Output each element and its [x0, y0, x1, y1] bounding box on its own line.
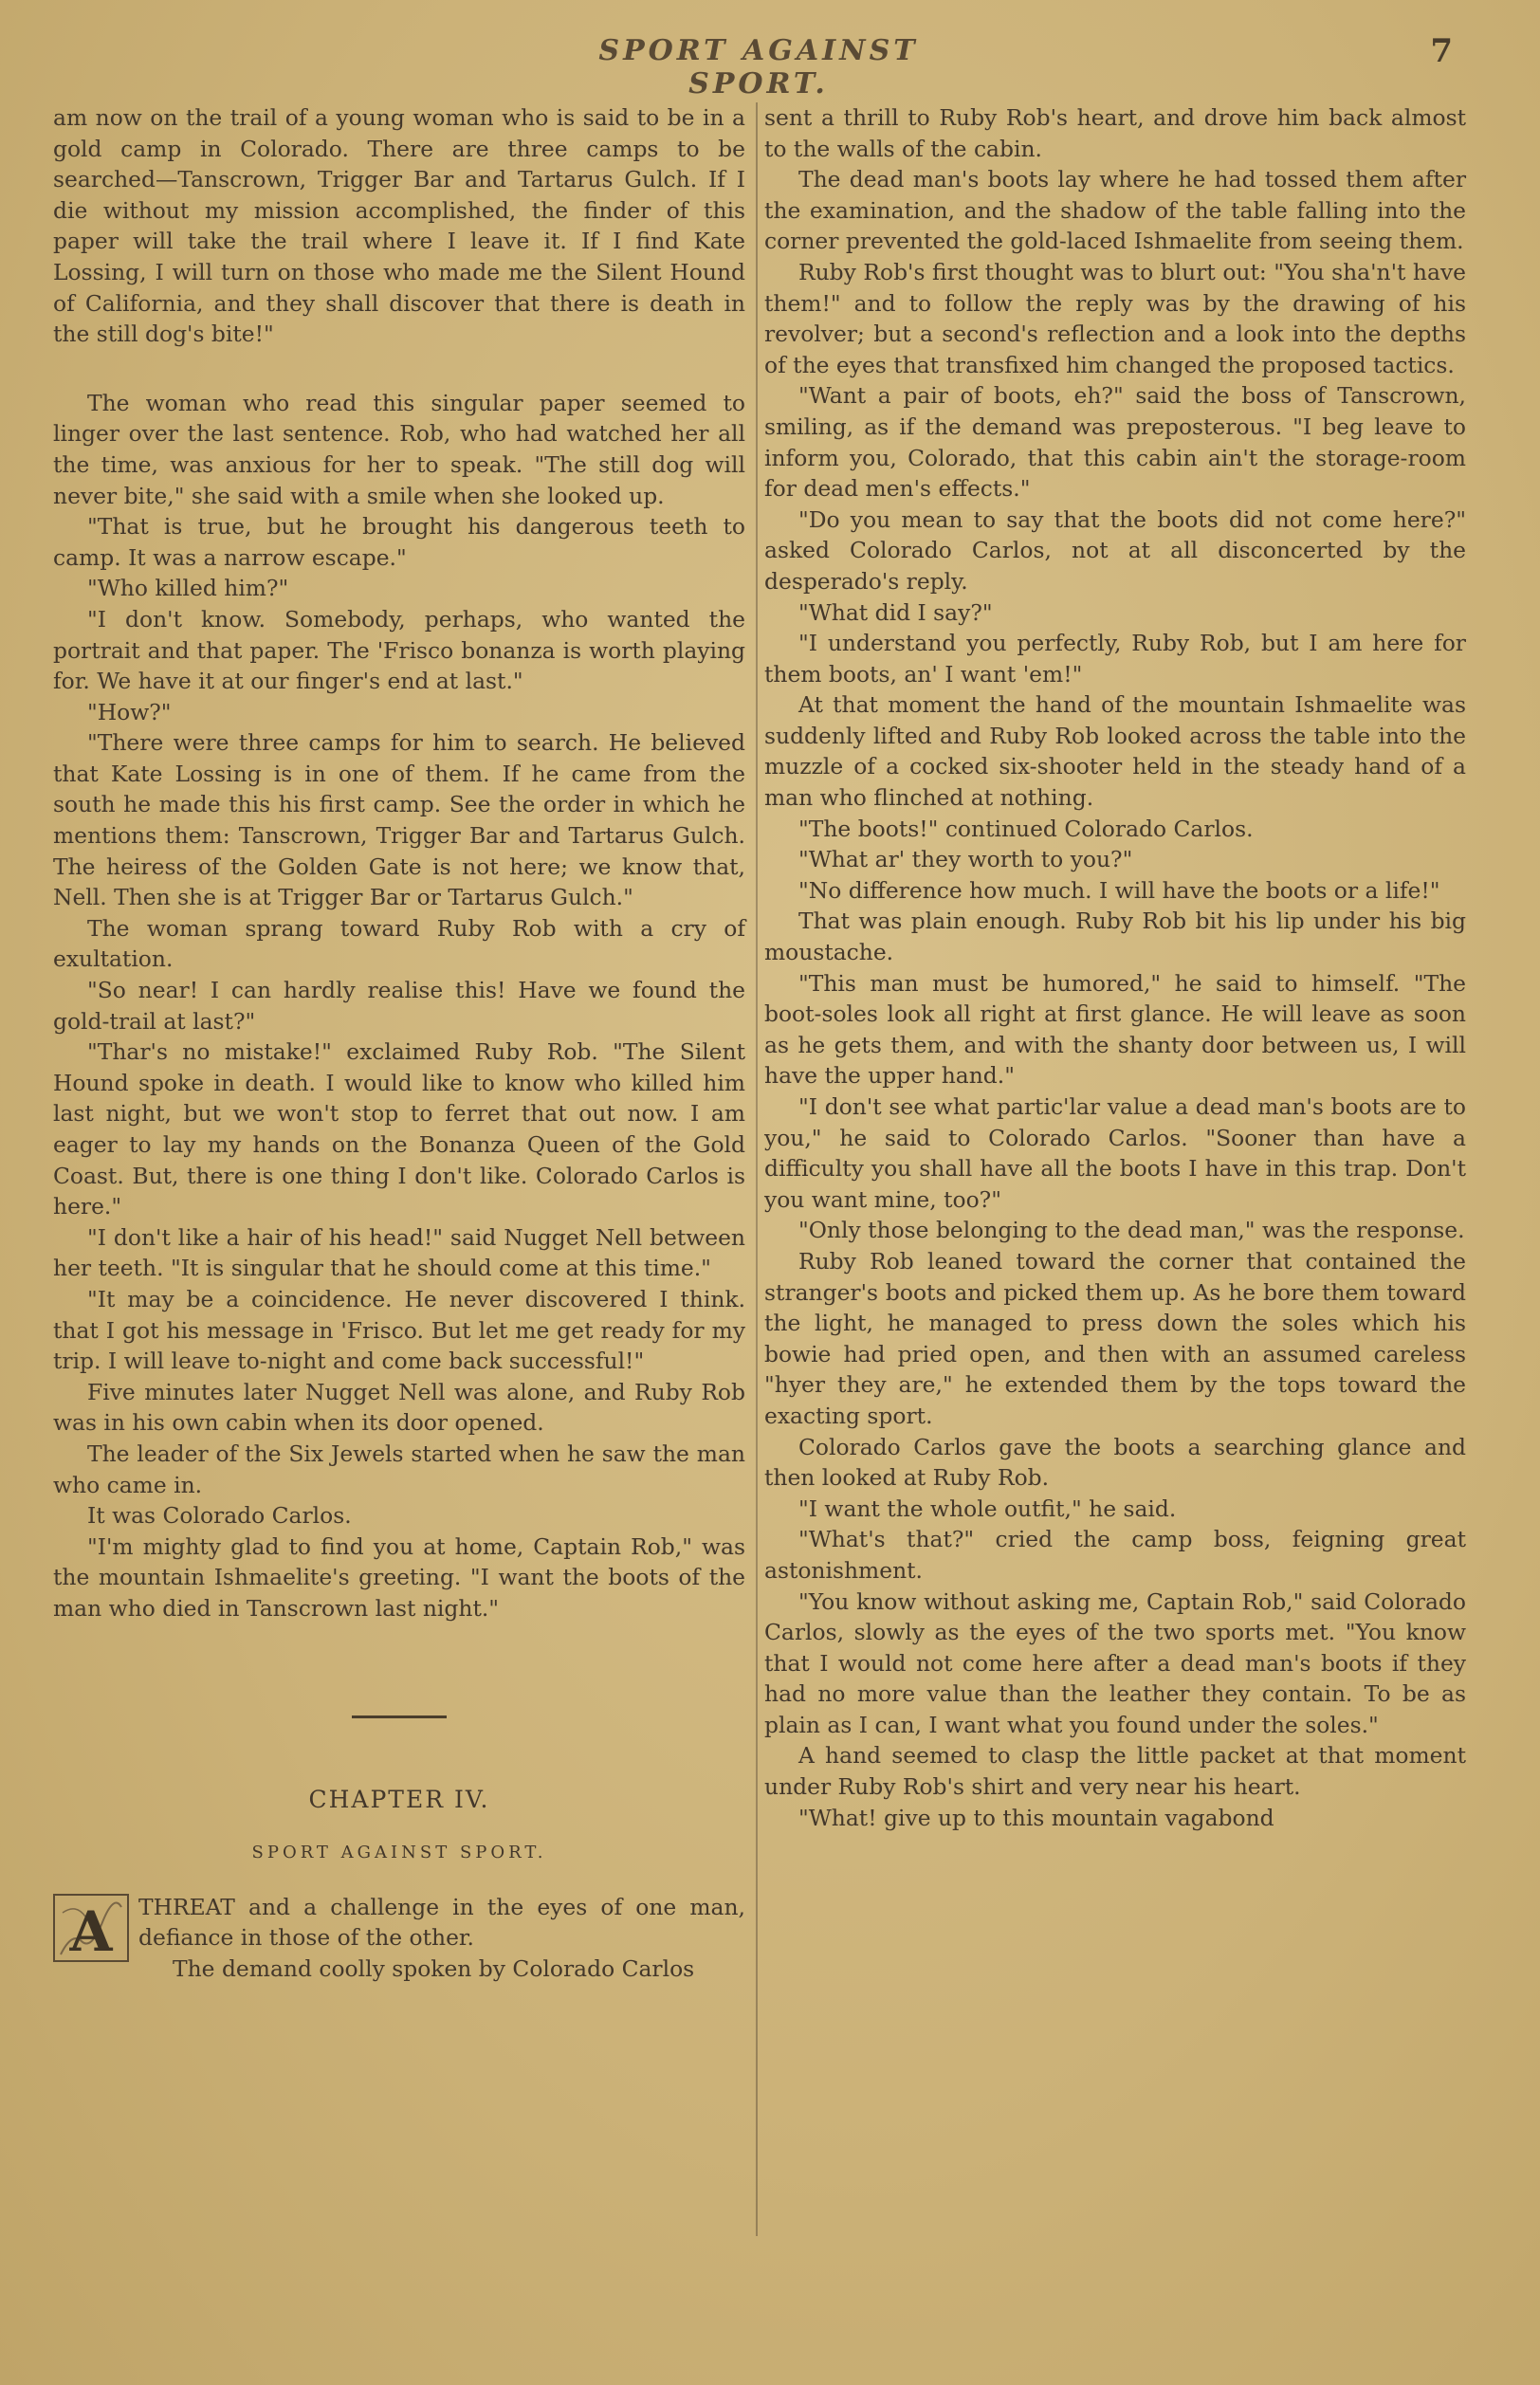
paragraph: "I don't know. Somebody, perhaps, who wanted the portrait and that paper. The 'Frisco bonanza is worth playing for. We have it at our finger's end at last." — [53, 605, 745, 695]
paragraph: "I don't see what partic'lar value a dead man's boots are to you," he said to Colorado Carlos. "Sooner than have a difficulty you shall have all the boots I have in this trap. Don't you want mine, too?" — [764, 1093, 1466, 1213]
paragraph: The leader of the Six Jewels started when he saw the man who came in. — [53, 1440, 745, 1498]
paragraph: "Only those belonging to the dead man," was the response. — [798, 1217, 1465, 1244]
paragraph: "I understand you perfectly, Ruby Rob, but I am here for them boots, an' I want 'em!" — [764, 630, 1466, 688]
paragraph: Colorado Carlos gave the boots a searching glance and then looked at Ruby Rob. — [764, 1433, 1466, 1492]
paragraph: "There were three camps for him to search. He believed that Kate Lossing is in one of them. If he came from the south he made this his first camp. See the order in which he mentions them: Tanscrown, Trigger Bar and Tartarus Gulch. The heiress of the Golden Gate is not here; we know that, Nell. Then she is at Trigger Bar or Tartarus Gulch." — [53, 729, 745, 911]
dropcap-a-icon — [53, 1894, 129, 1962]
page-number: 7 — [1430, 32, 1453, 70]
paragraph: The dead man's boots lay where he had tossed them after the examination, and the shadow of the table falling into the corner prevented the gold-laced Ishmaelite from seeing them. — [764, 166, 1466, 255]
chapter-subtitle: SPORT AGAINST SPORT. — [251, 1843, 547, 1863]
paragraph: "This man must be humored," he said to himself. "The boot-soles look all right at first glance. He will leave as soon as he gets them, and with the shanty door between us, I will have the upper hand." — [764, 969, 1466, 1090]
paragraph: The woman who read this singular paper seemed to linger over the last sentence. Rob, who had watched her all the time, was anxious for her to speak. "The still dog will never bite," she said with a smile when she looked up. — [53, 389, 745, 509]
paragraph: "So near! I can hardly realise this! Have we found the gold-trail at last?" — [53, 977, 745, 1035]
paragraph: It was Colorado Carlos. — [87, 1502, 352, 1530]
chapter-title: CHAPTER IV. — [308, 1785, 490, 1813]
paragraph: Ruby Rob's first thought was to blurt out: "You sha'n't have them!" and to follow the reply was by the drawing of his revolver; but a second's reflection and a look into the depths of the eyes that transfixed him changed the proposed tactics. — [764, 258, 1466, 378]
paragraph: "What did I say?" — [798, 598, 993, 626]
running-title: SPORT AGAINST SPORT. — [598, 34, 919, 101]
left-column — [53, 102, 745, 1984]
paragraph: "Thar's no mistake!" exclaimed Ruby Rob. "The Silent Hound spoke in death. I would like to know who killed him last night, but we won't stop to ferret that out now. I am eager to lay my hands on the Bonanza Queen of the Gold Coast. But, there is one thing I don't like. Colorado Carlos is here." — [53, 1038, 745, 1220]
paragraph: "That is true, but he brought his dangerous teeth to camp. It was a narrow escape." — [53, 513, 745, 571]
paragraph: "The boots!" continued Colorado Carlos. — [798, 815, 1254, 842]
paragraph: "No difference how much. I will have the boots or a life!" — [798, 876, 1440, 904]
paragraph: The demand coolly spoken by Colorado Carlos — [173, 1954, 695, 1982]
paragraph: sent a thrill to Ruby Rob's heart, and drove him back almost to the walls of the cabin. — [764, 104, 1466, 162]
opening-text: THREAT and a challenge in the eyes of one man, defiance in those of the other. — [138, 1893, 745, 1952]
paragraph: "What! give up to this mountain vagabond — [798, 1804, 1274, 1831]
paragraph: A hand seemed to clasp the little packet at that moment under Ruby Rob's shirt and very near his heart. — [764, 1742, 1466, 1801]
paragraph: At that moment the hand of the mountain Ishmaelite was suddenly lifted and Ruby Rob looked across the table into the muzzle of a cocked six-shooter held in the steady hand of a man who flinched at nothing. — [764, 691, 1466, 812]
paragraph: The woman sprang toward Ruby Rob with a cry of exultation. — [53, 914, 745, 973]
paragraph: "It may be a coincidence. He never discovered I think. that I got his message in 'Frisco. But let me get ready for my trip. I will leave to-night and come back successful!" — [53, 1285, 745, 1375]
paragraph: "Want a pair of boots, eh?" said the boss of Tanscrown, smiling, as if the demand was preposterous. "I beg leave to inform you, Colorado, that this cabin ain't the storage-room for dead men's effects." — [764, 382, 1466, 503]
column-rule — [756, 102, 758, 2236]
paragraph: "Who killed him?" — [87, 575, 289, 602]
paragraph: "How?" — [87, 698, 172, 725]
paragraph: That was plain enough. Ruby Rob bit his lip under his big moustache. — [764, 908, 1466, 966]
paragraph: "What's that?" cried the camp boss, feigning great astonishment. — [764, 1526, 1466, 1584]
svg-text:A: A — [69, 1899, 113, 1962]
section-divider — [352, 1715, 447, 1718]
paragraph: "You know without asking me, Captain Rob," said Colorado Carlos, slowly as the eyes of the two sports met. "You know that I would not come here after a dead man's boots if they had no more value than the leather they contain. To be as plain as I can, I want what you found under the soles." — [764, 1587, 1466, 1738]
paragraph: "I want the whole outfit," he said. — [798, 1495, 1177, 1522]
paragraph: "I don't like a hair of his head!" said Nugget Nell between her teeth. "It is singular that he should come at this time." — [53, 1223, 745, 1282]
paragraph: Ruby Rob leaned toward the corner that contained the stranger's boots and picked them up. As he bore them toward the light, he managed to press down the soles which his bowie had pried open, and then with an assumed careless "hyer they are," he extended them by the tops toward the exacting sport. — [764, 1247, 1466, 1429]
paragraph: Five minutes later Nugget Nell was alone, and Ruby Rob was in his own cabin when its door opened. — [53, 1378, 745, 1437]
right-column — [764, 102, 1466, 1833]
paragraph: "Do you mean to say that the boots did not come here?" asked Colorado Carlos, not at all disconcerted by the desperado's reply. — [764, 505, 1466, 595]
paragraph: "I'm mighty glad to find you at home, Captain Rob," was the mountain Ishmaelite's greeting. "I want the boots of the man who died in Tanscrown last night." — [53, 1532, 745, 1622]
chapter-opening — [53, 1892, 745, 1962]
paragraph: "What ar' they worth to you?" — [798, 846, 1133, 873]
paragraph: am now on the trail of a young woman who is said to be in a gold camp in Colorado. There are three camps to be searched—Tanscrown, Trigger Bar and Tartarus Gulch. If I die without my mission accomplished, the finder of this paper will take the trail where I leave it. If I find Kate Lossing, I will turn on those who made me the Silent Hound of California, and they shall discover that there is death in the still dog's bite!" — [53, 104, 745, 348]
